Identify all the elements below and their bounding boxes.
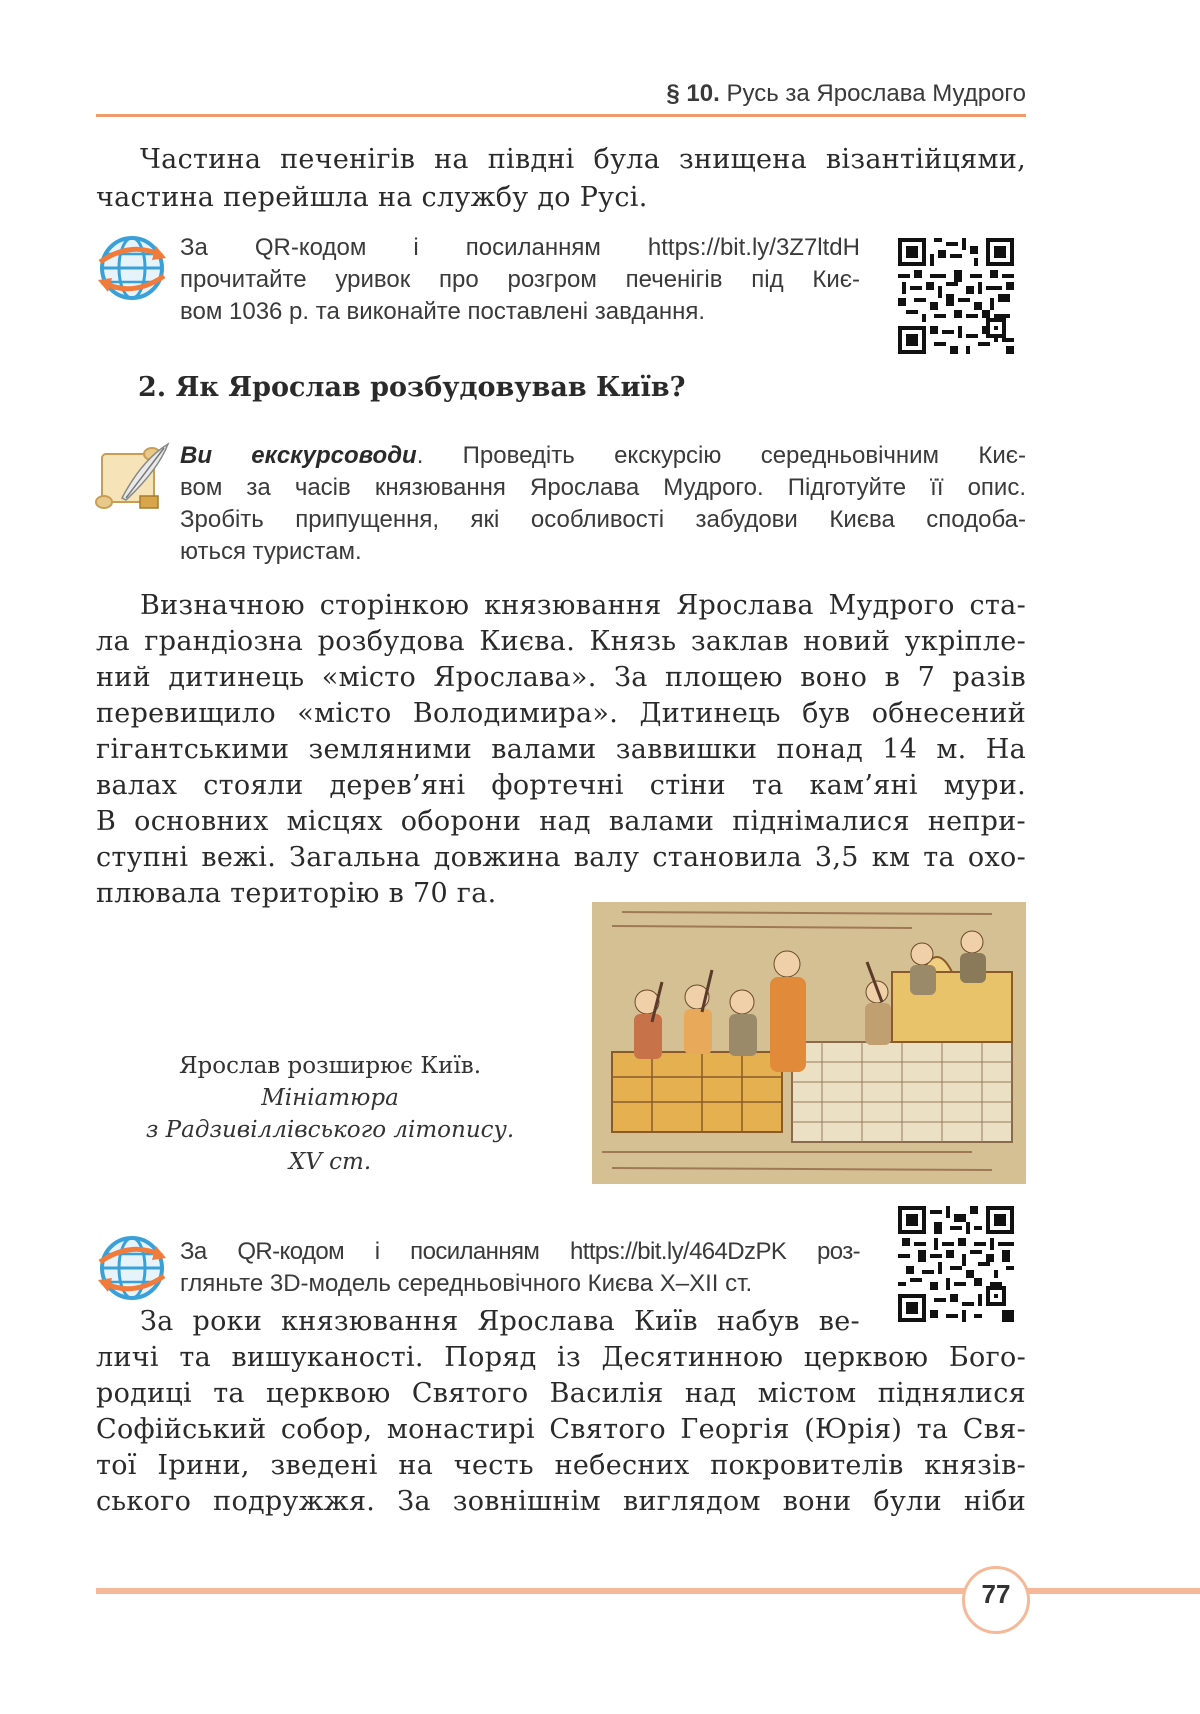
running-header: [96, 78, 1026, 117]
scroll-quill-icon: [92, 440, 174, 516]
para1-line-9: плювала територію в 70 га.: [96, 878, 497, 909]
intro-line-1: Частина печенігів на півдні була знищена візантійцями,: [140, 144, 1026, 175]
para1-line-1: Визначною сторінкою князювання Ярослава Мудрого ста-: [140, 590, 1026, 621]
globe-arrows-icon-2: [96, 1232, 168, 1304]
para1-line-5: гігантськими земляними валами заввишки понад 14 м. На: [96, 734, 1026, 765]
task-line-2: вом за часів князювання Ярослава Мудрого. Підготуйте її опис.: [180, 474, 1026, 501]
para1-line-2: ла грандіозна розбудова Києва. Князь заклав новий укріпле-: [96, 626, 1026, 657]
section-number: § 10.: [666, 80, 720, 107]
task-label: Ви екскурсоводи: [180, 442, 417, 469]
para1-line-6: валах стояли дерев’яні фортечні стіни та кам’яні мури.: [96, 770, 1026, 801]
qr-code-2[interactable]: [898, 1206, 1014, 1322]
para2-line-5: тої Ірини, зведені на честь небесних покровителів князів-: [96, 1450, 1026, 1481]
page-number: 77: [981, 1579, 1011, 1609]
intro-line-2: частина перейшла на службу до Русі.: [96, 182, 648, 213]
para1-line-3: ний дитинець «місто Ярослава». За площею воно в 7 разів: [96, 662, 1026, 693]
footer-bar: [96, 1588, 1200, 1594]
caption-type: Мініатюра: [261, 1085, 399, 1111]
para2-line-2: личі та вишуканості. Поряд із Десятинною церквою Бого-: [96, 1342, 1026, 1373]
para2-line-3: родиці та церквою Святого Василія над містом піднялися: [96, 1378, 1026, 1409]
caption-source: з Радзивіллівського літопису.: [145, 1117, 515, 1143]
qr-code-1[interactable]: [898, 238, 1014, 354]
para1-line-7: В основних місцях оборони над валами піднімалися непри-: [96, 806, 1026, 837]
qr2-line-1: За QR-кодом і посиланням https://bit.ly/464DzPK роз-: [180, 1238, 860, 1265]
figure-caption: [110, 1050, 550, 1178]
qr2-line-2: гляньте 3D-модель середньовічного Києва X–XII ст.: [180, 1270, 753, 1297]
globe-arrows-icon: [96, 232, 168, 304]
para2-line-1: За роки князювання Ярослава Київ набув ве-: [140, 1306, 860, 1337]
caption-title: Ярослав розширює Київ.: [178, 1053, 482, 1079]
section-heading: 2. Як Ярослав розбудовував Київ?: [138, 372, 686, 403]
qr1-line-2: прочитайте уривок про розгром печенігів під Киє-: [180, 266, 860, 293]
task-line-3: Зробіть припущення, які особливості забудови Києва сподоба-: [180, 506, 1026, 533]
task-line-1: [180, 440, 1026, 472]
task-line-1-rest: . Проведіть екскурсію середньовічним Киє-: [416, 442, 1027, 469]
task-line-4: ються туристам.: [180, 538, 362, 565]
caption-century: XV ст.: [288, 1149, 372, 1175]
para2-line-6: ського подружжя. За зовнішнім виглядом вони були ніби: [96, 1486, 1026, 1517]
para1-line-8: ступні вежі. Загальна довжина валу становила 3,5 км та охо-: [96, 842, 1026, 873]
para2-line-4: Софійський собор, монастирі Святого Георгія (Юрія) та Свя-: [96, 1414, 1026, 1445]
qr1-line-3: вом 1036 р. та виконайте поставлені завдання.: [180, 298, 706, 325]
qr1-line-1: За QR-кодом і посиланням https://bit.ly/3Z7ltdH: [180, 234, 860, 261]
para1-line-4: перевищило «місто Володимира». Дитинець був обнесений: [96, 698, 1026, 729]
chapter-title: Русь за Ярослава Мудрого: [726, 80, 1026, 107]
chronicle-miniature-image: [592, 902, 1026, 1184]
